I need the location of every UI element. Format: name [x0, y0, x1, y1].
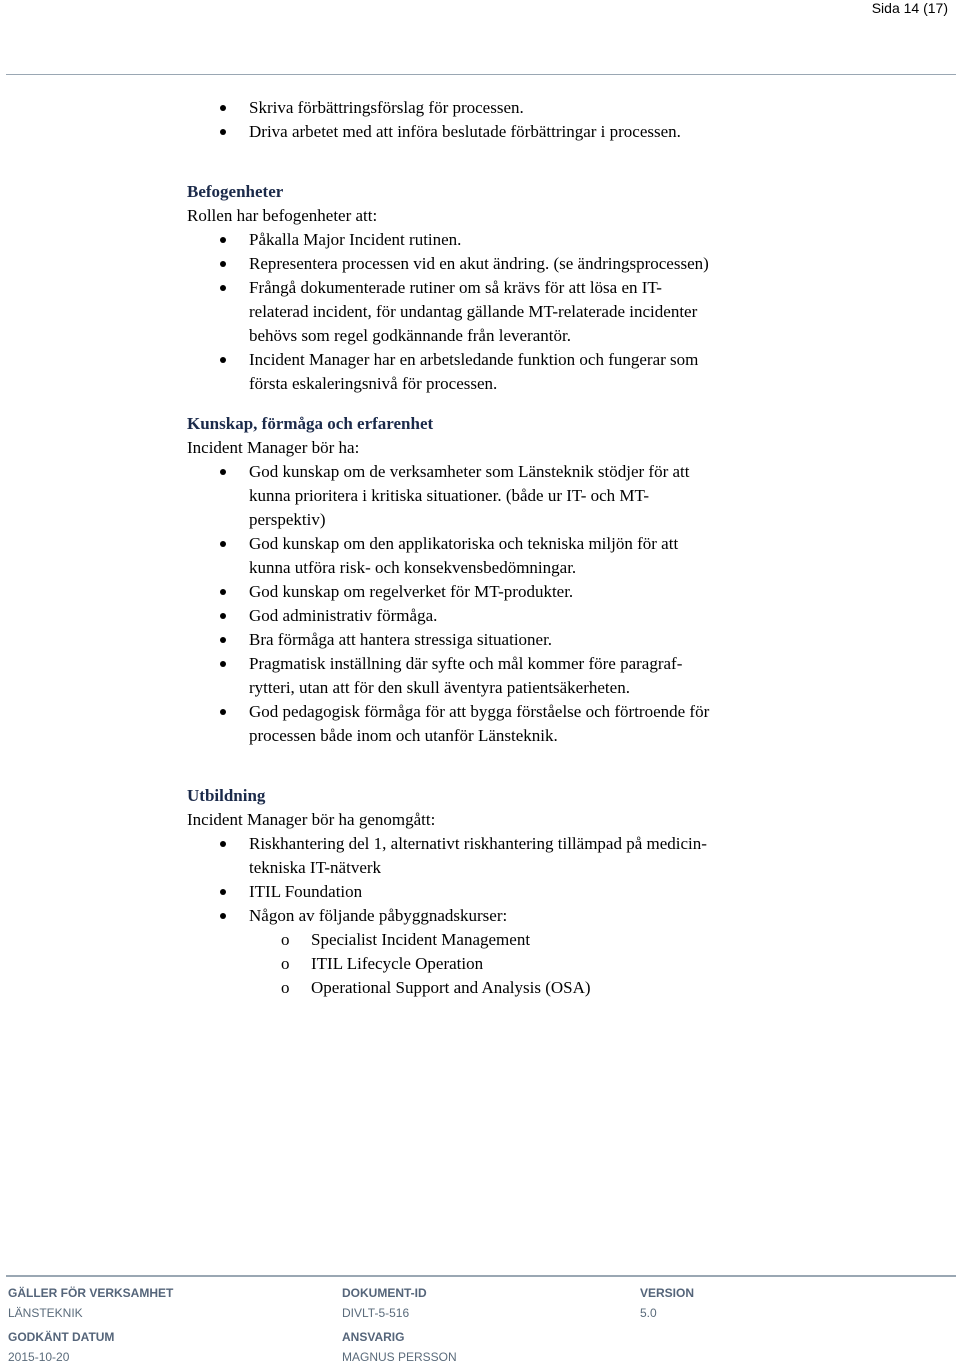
spacer	[187, 748, 787, 784]
item-line: God kunskap om den applikatoriska och tekniska miljön för att	[249, 534, 679, 553]
item-line: Pragmatisk inställning där syfte och mål kommer före paragraf-	[249, 654, 683, 673]
kunskap-item	[187, 532, 787, 580]
item-line: God pedagogisk förmåga för att bygga förståelse och förtroende för	[249, 702, 710, 721]
utbildning-section	[187, 784, 787, 1000]
footer-ansvarig-value: MAGNUS PERSSON	[342, 1350, 457, 1364]
kunskap-heading: Kunskap, förmåga och erfarenhet	[187, 414, 434, 433]
item-line: ITIL Foundation	[249, 882, 363, 901]
spacer	[187, 396, 787, 412]
footer-divider	[6, 1275, 956, 1277]
subitem-text: ITIL Lifecycle Operation	[311, 954, 484, 973]
footer-version	[640, 1285, 694, 1321]
utbildning-list	[187, 832, 787, 928]
kunskap-lead: Incident Manager bör ha:	[187, 438, 360, 457]
item-line: relaterad incident, för undantag gällande MT-relaterade incidenter	[249, 302, 698, 321]
kunskap-item	[187, 604, 787, 628]
header-divider	[6, 74, 956, 75]
footer-galler-label: GÄLLER FÖR VERKSAMHET	[8, 1286, 174, 1300]
footer-ansvarig	[342, 1329, 457, 1365]
item-line: perspektiv)	[249, 510, 326, 529]
befogenheter-item	[187, 348, 787, 396]
intro-item-1	[187, 96, 787, 120]
item-line: behövs som regel godkännande från leverantör.	[249, 326, 571, 345]
intro-item-text: Driva arbetet med att införa beslutade förbättringar i processen.	[249, 122, 681, 141]
kunskap-item	[187, 460, 787, 532]
utbildning-sublist	[187, 928, 787, 1000]
footer-dokument-value: DIVLT-5-516	[342, 1306, 410, 1320]
intro-list	[187, 96, 787, 144]
utbildning-subitem	[187, 976, 787, 1000]
item-line: Riskhantering del 1, alternativt riskhantering tillämpad på medicin-	[249, 834, 707, 853]
footer-galler	[8, 1285, 173, 1321]
kunskap-item	[187, 700, 787, 748]
utbildning-lead: Incident Manager bör ha genomgått:	[187, 810, 436, 829]
item-line: Incident Manager har en arbetsledande funktion och fungerar som	[249, 350, 699, 369]
kunskap-list	[187, 460, 787, 748]
befogenheter-section	[187, 180, 787, 396]
footer-version-label: VERSION	[640, 1286, 695, 1300]
item-line: Någon av följande påbyggnadskurser:	[249, 906, 508, 925]
item-line: Påkalla Major Incident rutinen.	[249, 230, 462, 249]
item-line: God administrativ förmåga.	[249, 606, 438, 625]
befogenheter-item	[187, 252, 787, 276]
item-line: processen både inom och utanför Länsteknik.	[249, 726, 558, 745]
befogenheter-lead: Rollen har befogenheter att:	[187, 206, 378, 225]
utbildning-item	[187, 880, 787, 904]
subitem-text: Operational Support and Analysis (OSA)	[311, 978, 591, 997]
spacer	[187, 144, 787, 180]
sub-bullet-marker: o	[281, 954, 290, 973]
item-line: första eskaleringsnivå för processen.	[249, 374, 498, 393]
kunskap-item	[187, 580, 787, 604]
footer-galler-value: LÄNSTEKNIK	[8, 1306, 83, 1320]
item-line: Representera processen vid en akut ändring. (se ändringsprocessen)	[249, 254, 709, 273]
befogenheter-heading: Befogenheter	[187, 182, 284, 201]
footer-ansvarig-label: ANSVARIG	[342, 1330, 405, 1344]
item-line: Frångå dokumenterade rutiner om så krävs för att lösa en IT-	[249, 278, 662, 297]
befogenheter-item	[187, 276, 787, 348]
footer-dokument-label: DOKUMENT-ID	[342, 1286, 427, 1300]
footer-godkant-value: 2015-10-20	[8, 1350, 70, 1364]
item-line: kunna utföra risk- och konsekvensbedömningar.	[249, 558, 577, 577]
page-number: Sida 14 (17)	[871, 0, 948, 16]
kunskap-section	[187, 412, 787, 748]
kunskap-item	[187, 652, 787, 700]
utbildning-heading: Utbildning	[187, 786, 266, 805]
utbildning-subitem	[187, 928, 787, 952]
befogenheter-item	[187, 228, 787, 252]
kunskap-item	[187, 628, 787, 652]
footer-dokument	[342, 1285, 427, 1321]
sub-bullet-marker: o	[281, 930, 290, 949]
item-line: kunna prioritera i kritiska situationer. (både ur IT- och MT-	[249, 486, 650, 505]
footer-version-value: 5.0	[640, 1306, 657, 1320]
utbildning-subitem	[187, 952, 787, 976]
utbildning-item	[187, 832, 787, 880]
item-line: rytteri, utan att för den skull äventyra patientsäkerheten.	[249, 678, 630, 697]
befogenheter-list	[187, 228, 787, 396]
intro-item-2	[187, 120, 787, 144]
subitem-text: Specialist Incident Management	[311, 930, 531, 949]
intro-item-text: Skriva förbättringsförslag för processen.	[249, 98, 524, 117]
sub-bullet-marker: o	[281, 978, 290, 997]
utbildning-item	[187, 904, 787, 928]
document-body	[187, 96, 787, 1000]
footer-godkant-label: GODKÄNT DATUM	[8, 1330, 115, 1344]
item-line: tekniska IT-nätverk	[249, 858, 382, 877]
item-line: Bra förmåga att hantera stressiga situationer.	[249, 630, 553, 649]
item-line: God kunskap om de verksamheter som Länsteknik stödjer för att	[249, 462, 690, 481]
item-line: God kunskap om regelverket för MT-produkter.	[249, 582, 574, 601]
footer-godkant	[8, 1329, 114, 1365]
